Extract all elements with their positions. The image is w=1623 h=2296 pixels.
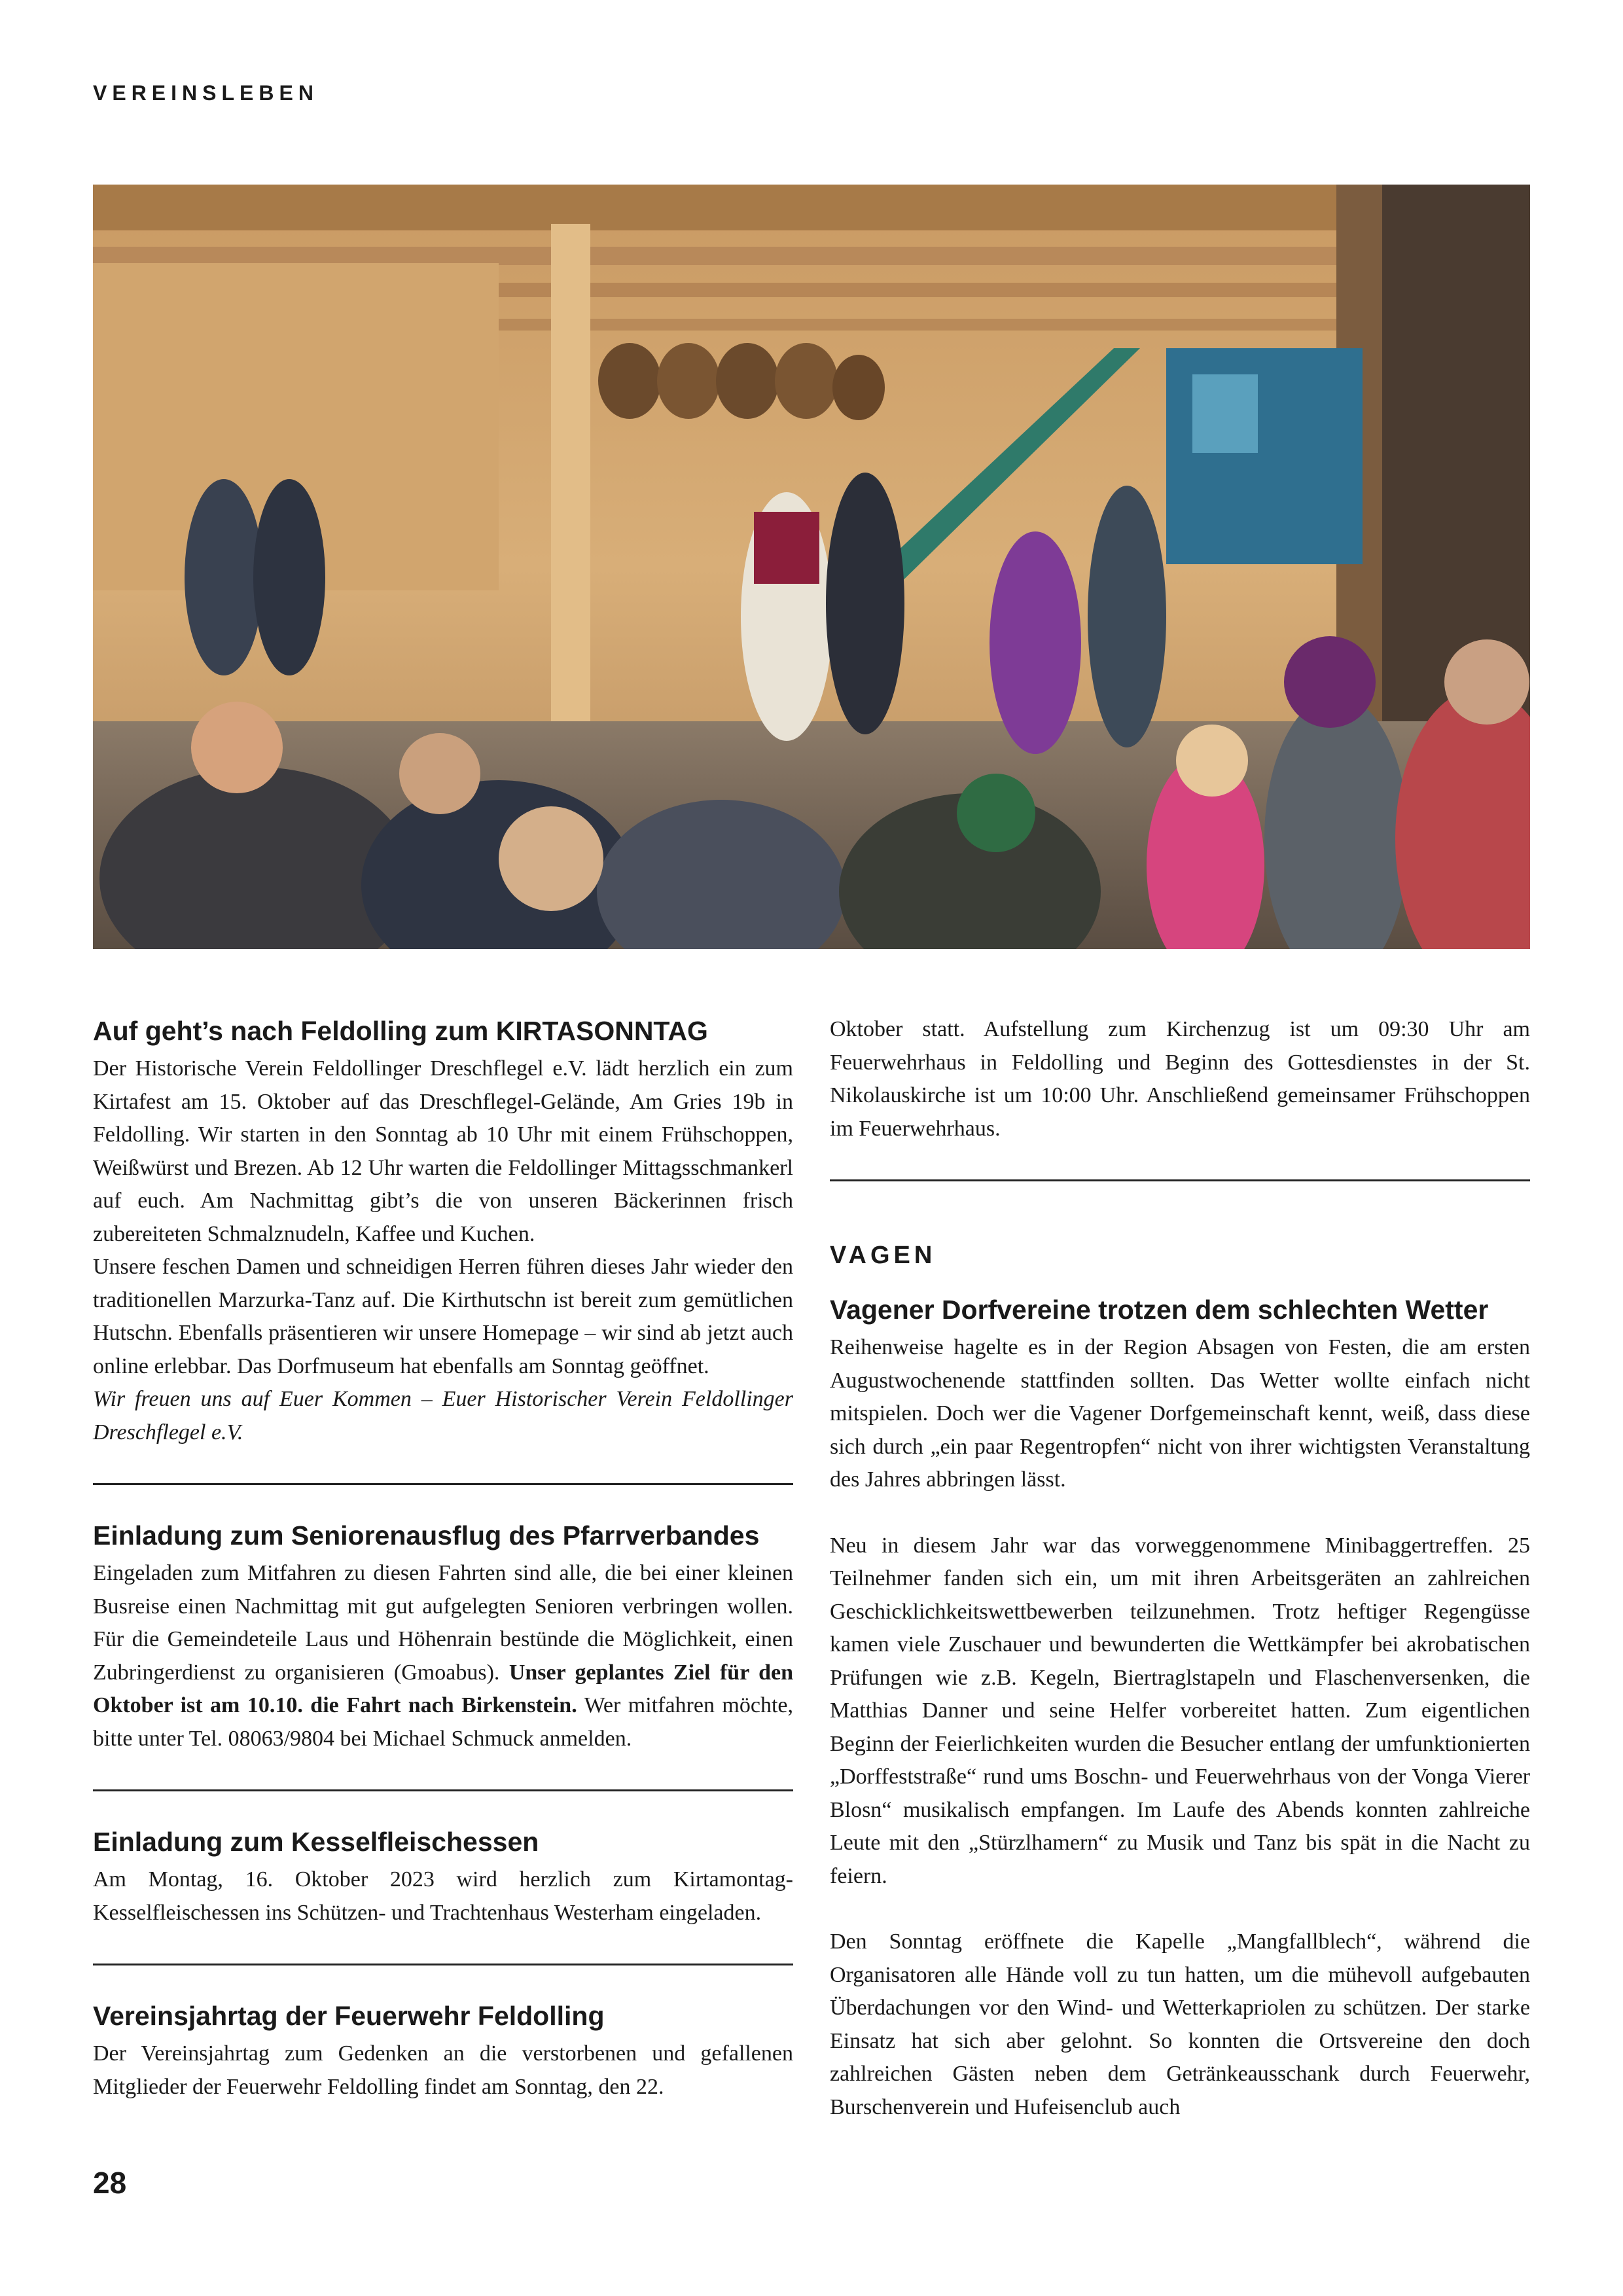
paragraph: Reihenweise hagelte es in der Region Absagen von Festen, die am ersten Augustwochenende stattfinden sollten. Das Wetter wollte einfach nicht mitspielen. Doch wer die Vagener Dorfgemeinschaft kennt, weiß, dass diese sich durch „ein paar Regentropfen“ nicht von ihrer wichtigsten Veranstaltung des Jahres abbringen lässt. — [830, 1335, 1530, 1492]
article-kesselfleischessen — [93, 1824, 793, 1929]
bold-text: Unser geplantes Ziel für den Oktober ist am 10.10. die Fahrt nach Birkenstein. — [93, 1660, 794, 1717]
paragraph: Am Montag, 16. Oktober 2023 wird herzlich zum Kirtamontag-Kesselfleischessen ins Schützen- und Trachtenhaus Westerham eingeladen. — [93, 1867, 793, 1925]
left-column — [93, 1013, 793, 2104]
article-kirtasonntag — [93, 1013, 793, 1449]
divider — [93, 1964, 793, 1965]
paragraph: Den Sonntag eröffnete die Kapelle „Mangfallblech“, während die Organisatoren alle Hände voll zu tun hatten, um die mühevoll aufgebauten Überdachungen vor den Wind- und Wetterkapriolen zu schützen. Der starke Einsatz hat sich aber gelohnt. So konnten die Ortsvereine den doch zahlreichen Gästen neben dem Getränkeausschank durch Feuerwehr, Burschenverein und Hufeisenclub auch — [830, 1929, 1530, 2119]
article-vereinsjahrtag — [93, 1998, 793, 2104]
article-title: Einladung zum Kesselfleischessen — [93, 1827, 539, 1857]
dance-hall-photo-illustration — [93, 185, 1530, 949]
article-seniorenausflug — [93, 1518, 793, 1755]
text-run: Eingeladen zum Mitfahren zu diesen Fahrten sind alle, die bei einer kleinen Busreise einen Nachmittag mit gut aufgelegten Senioren verbringen wollen. Für die Gemeindeteile Laus und Höhenrain bestünde die Möglichkeit, einen Zubringerdienst zu organisieren (Gmoabus). — [93, 1561, 793, 1685]
paragraph: Unsere feschen Damen und schneidigen Herren führen dieses Jahr wieder den traditionellen Marzurka-Tanz auf. Die Kirthutschn ist bereit zum gemütlichen Hutschn. Ebenfalls präsentieren wir unsere Homepage – wir sind ab jetzt auch online erlebbar. Das Dorfmuseum hat ebenfalls am Sonntag geöffnet. — [93, 1255, 793, 1378]
article-body — [93, 1052, 793, 1449]
paragraph — [93, 1557, 793, 1755]
paragraph: Der Historische Verein Feldollinger Dreschflegel e.V. lädt herzlich ein zum Kirtafest am 15. Oktober auf das Dreschflegel-Gelände, Am Gries 19b in Feldolling. Wir starten in den Sonntag ab 10 Uhr mit einem Frühschoppen, Weißwürst und Brezen. Ab 12 Uhr warten die Feldollinger Mittagsschmankerl auf euch. Am Nachmittag gibt’s die von unseren Bäckerinnen frisch zubereiteten Schmalznudeln, Kaffee und Kuchen. — [93, 1056, 793, 1246]
article-title: Vereinsjahrtag der Feuerwehr Feldolling — [93, 2001, 605, 2031]
article-body — [93, 2037, 793, 2104]
article-body — [93, 1557, 793, 1755]
article-body — [93, 1863, 793, 1929]
divider — [93, 1483, 793, 1485]
text-run: Wer mitfahren möchte, bitte unter Tel. 08063/9804 bei Michael Schmuck anmelden. — [93, 1693, 793, 1751]
paragraph-gap — [830, 1893, 1530, 1926]
article-continuation — [830, 1013, 1530, 1145]
divider — [93, 1789, 793, 1791]
article-title: Vagener Dorfvereine trotzen dem schlechten Wetter — [830, 1295, 1489, 1325]
divider — [830, 1179, 1530, 1181]
article-title: Auf geht’s nach Feldolling zum KIRTASONNTAG — [93, 1016, 708, 1046]
section-header: VEREINSLEBEN — [93, 81, 319, 105]
paragraph: Neu in diesem Jahr war das vorweggenommene Minibaggertreffen. 25 Teilnehmer fanden sich ein, um mit ihren Arbeitsgeräten an zahlreichen Geschicklichkeitswettbewerben teilzunehmen. Trotz heftiger Regengüsse kamen viele Zuschauer und bewunderten die Wettkämpfer bei akrobatischen Prüfungen wie z.B. Kegeln, Biertraglstapeln und Flaschenversenken, die Matthias Danner und seine Helfer vorbereitet hatten. Zum eigentlichen Beginn der Feierlichkeiten wurden die Besucher entlang der umfunktionierten „Dorffeststraße“ rund ums Boschn- und Feuerwehrhaus von der Vonga Vierer Blosn“ musikalisch empfangen. Im Laufe des Abends konnten zahlreiche Leute mit den „Stürzlhamern“ zu Musik und Tanz bis spät in die Nacht zu feiern. — [830, 1533, 1530, 1888]
section-header-vagen: VAGEN — [830, 1242, 936, 1269]
paragraph-italic — [93, 1383, 793, 1449]
article-body — [830, 1331, 1530, 2124]
article-vagen — [830, 1292, 1530, 2124]
paragraph-gap — [830, 1497, 1530, 1530]
paragraph: Der Vereinsjahrtag zum Gedenken an die verstorbenen und gefallenen Mitglieder der Feuerwehr Feldolling findet am Sonntag, den 22. — [93, 2041, 793, 2099]
event-photo — [93, 185, 1530, 949]
page-number: 28 — [93, 2166, 127, 2200]
paragraph: Oktober statt. Aufstellung zum Kirchenzug ist um 09:30 Uhr am Feuerwehrhaus in Feldolling und Beginn des Gottesdienstes in der St. Nikolauskirche ist um 10:00 Uhr. Anschließend gemeinsamer Frühschoppen im Feuerwehrhaus. — [830, 1017, 1530, 1141]
right-column — [830, 1013, 1530, 2124]
signature-italic: Wir freuen uns auf Euer Kommen – Euer Historischer Verein Feldollinger Dreschflegel e.V. — [93, 1387, 793, 1444]
article-title: Einladung zum Seniorenausflug des Pfarrverbandes — [93, 1520, 760, 1551]
